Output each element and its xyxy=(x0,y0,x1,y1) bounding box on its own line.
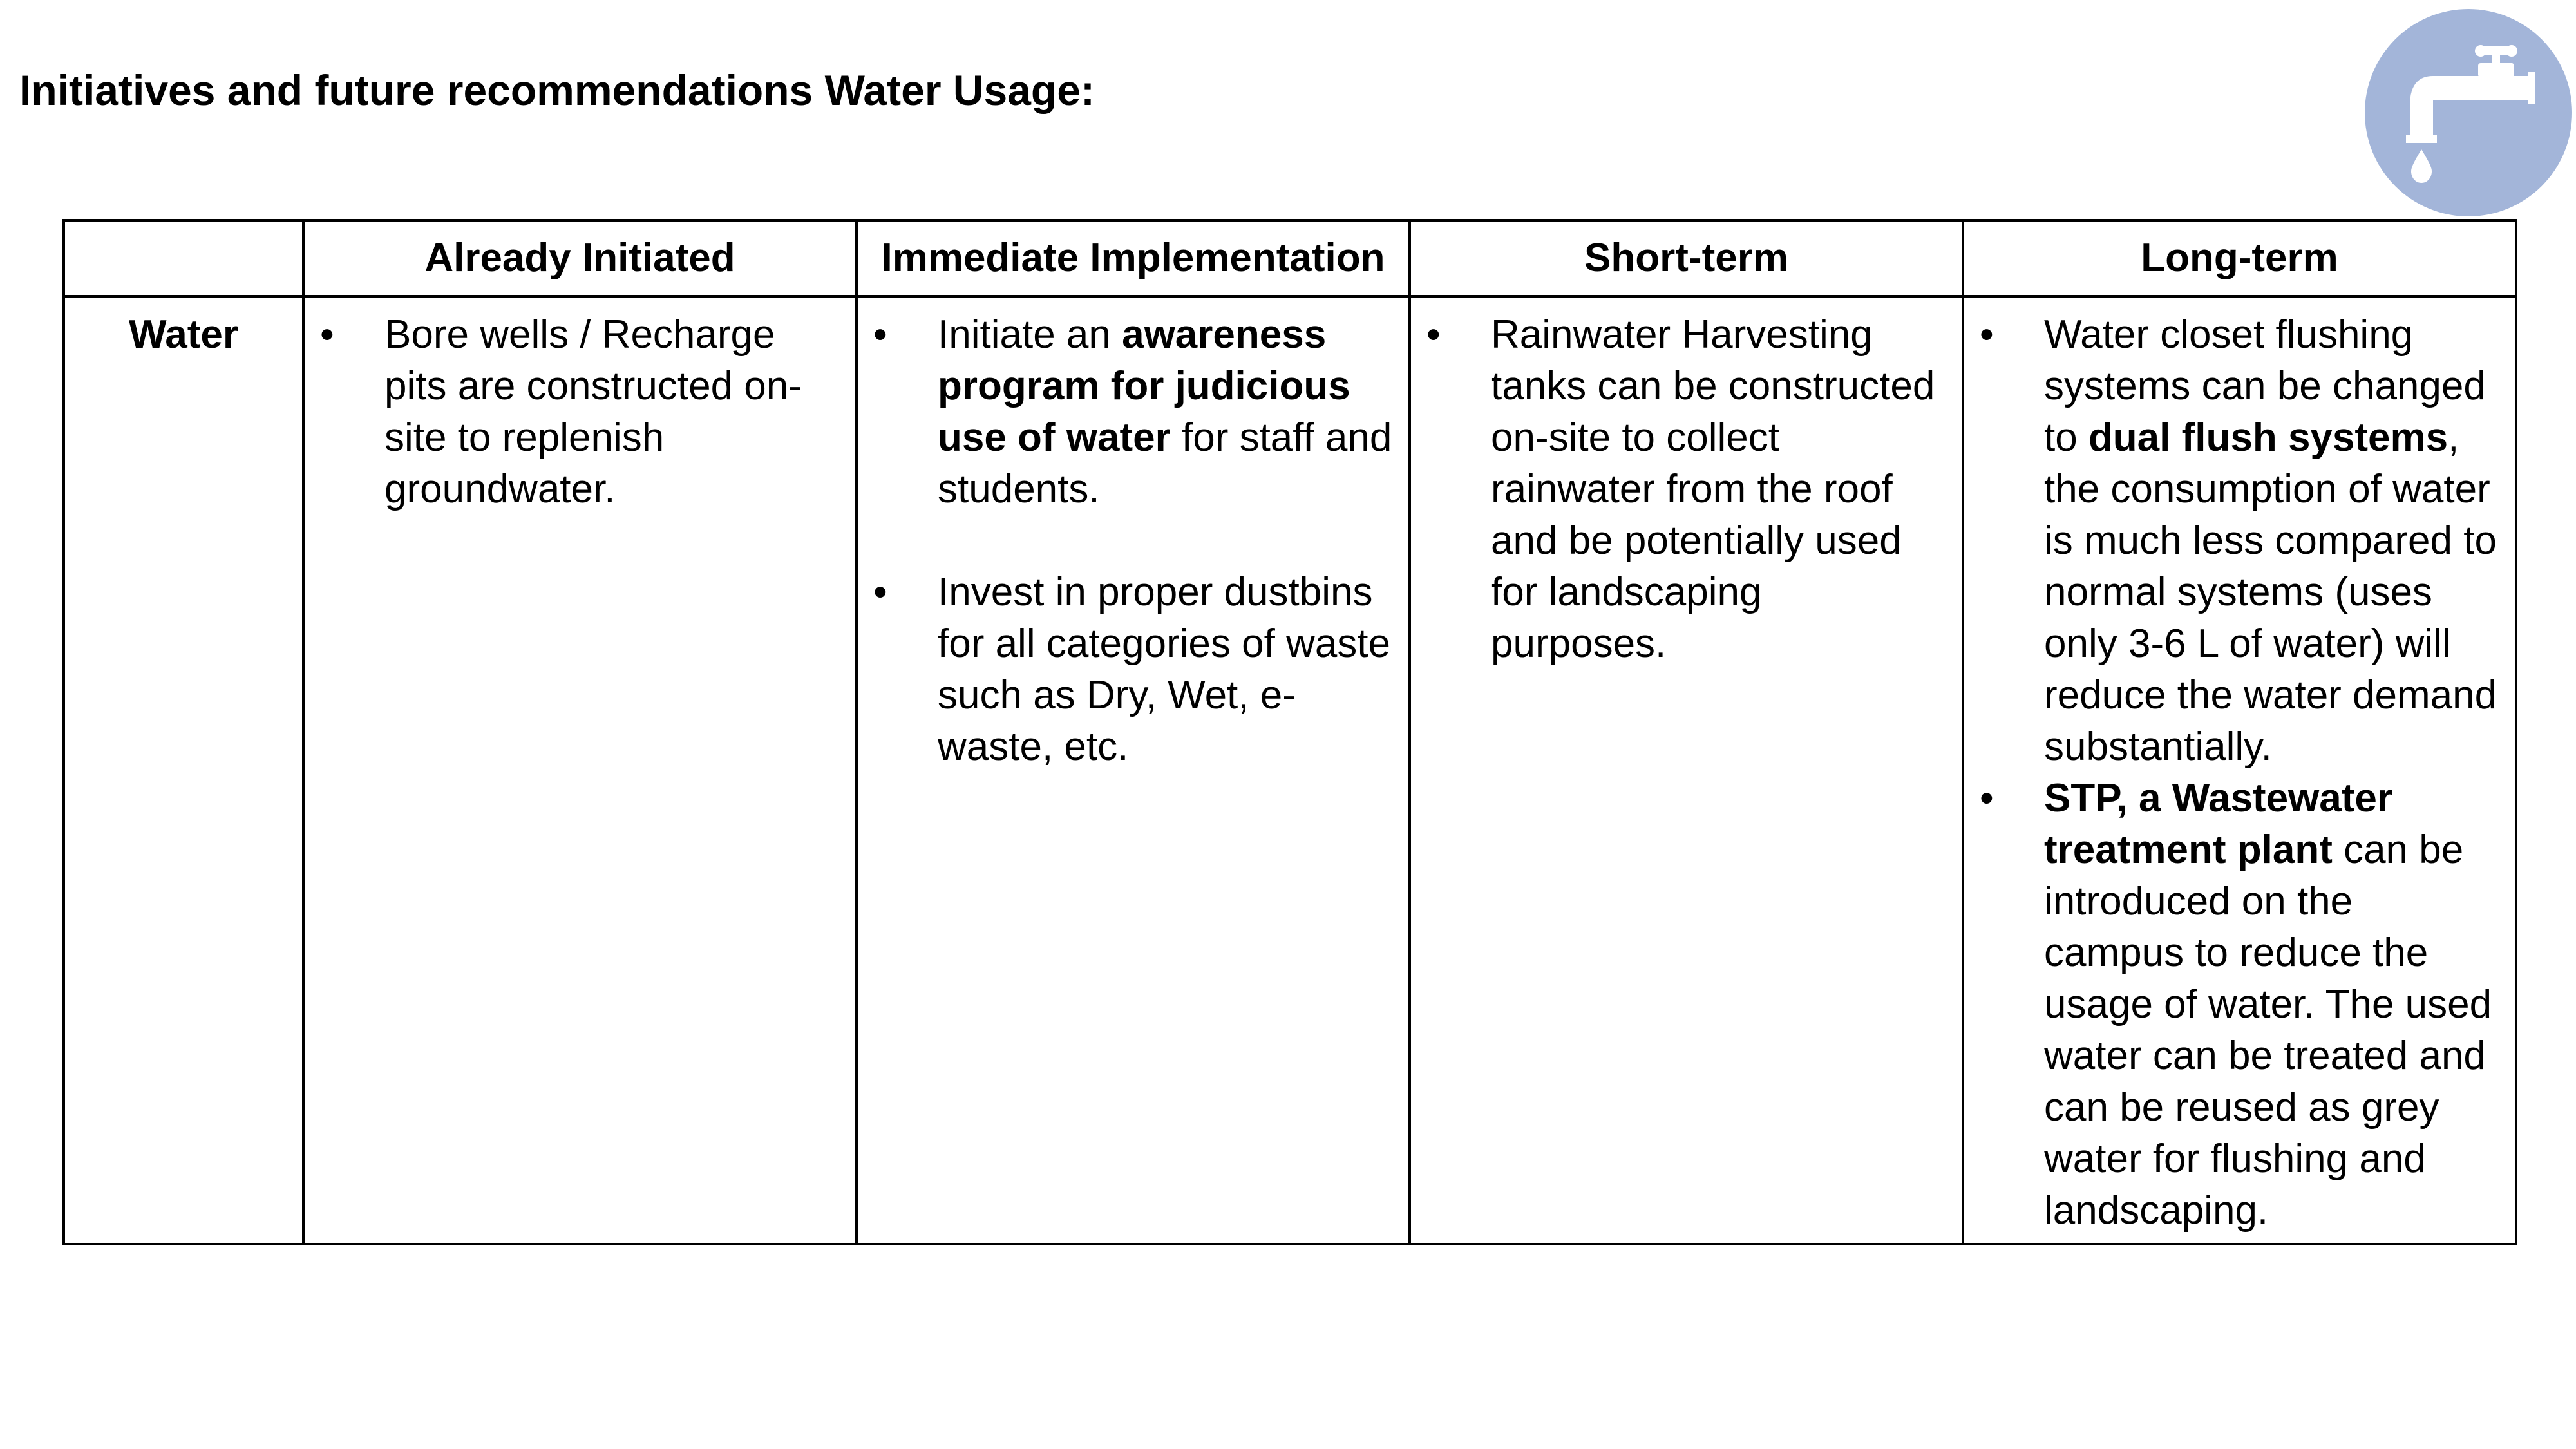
short-term-list xyxy=(1426,309,1946,670)
cell-short-term xyxy=(1410,296,1963,1244)
already-initiated-list xyxy=(320,309,840,515)
row-label-water: Water xyxy=(64,296,303,1244)
long-term-list xyxy=(1980,309,2499,1236)
cell-already-initiated xyxy=(303,296,857,1244)
list-item: • Invest in proper dustbins for all categories of waste such as Dry, Wet, e-waste, etc. xyxy=(873,567,1393,773)
table-row-water xyxy=(64,296,2516,1244)
bold-text-run: awareness program for judicious use of water xyxy=(938,312,1350,460)
text-run: Initiate an xyxy=(938,312,1122,357)
header-immediate-implementation: Immediate Implementation xyxy=(857,220,1410,296)
header-short-term: Short-term xyxy=(1410,220,1963,296)
cell-immediate-implementation xyxy=(857,296,1410,1244)
list-item xyxy=(1980,773,2499,1236)
text-run: , the consumption of water is much less compared to normal systems (uses only 3-6 L of water) will reduce the water demand substantially. xyxy=(2044,415,2497,769)
header-long-term: Long-term xyxy=(1963,220,2516,296)
header-empty xyxy=(64,220,303,296)
list-item xyxy=(873,309,1393,515)
text-run: for staff and students. xyxy=(938,415,1392,511)
list-item: • Bore wells / Recharge pits are constructed on-site to replenish groundwater. xyxy=(320,309,840,515)
slide-title: Initiatives and future recommendations Water Usage: xyxy=(19,66,1095,114)
text-run: Water closet flushing systems can be changed to xyxy=(2044,312,2486,460)
header-already-initiated: Already Initiated xyxy=(303,220,857,296)
table-header-row xyxy=(64,220,2516,296)
text-run: can be introduced on the campus to reduce the usage of water. The used water can be treated and can be reused as grey water for flushing and landscaping. xyxy=(2044,828,2492,1233)
water-badge xyxy=(2365,9,2572,216)
initiatives-table xyxy=(62,219,2517,1245)
list-item xyxy=(1980,309,2499,773)
water-tap-icon xyxy=(2365,9,2572,216)
bold-text-run: dual flush systems xyxy=(2088,415,2448,460)
cell-long-term xyxy=(1963,296,2516,1244)
list-item: • Rainwater Harvesting tanks can be constructed on-site to collect rainwater from the roof and be potentially used for landscaping purposes. xyxy=(1426,309,1946,670)
bold-text-run: STP, a Wastewater treatment plant xyxy=(2044,776,2393,872)
immediate-implementation-list xyxy=(873,309,1393,773)
